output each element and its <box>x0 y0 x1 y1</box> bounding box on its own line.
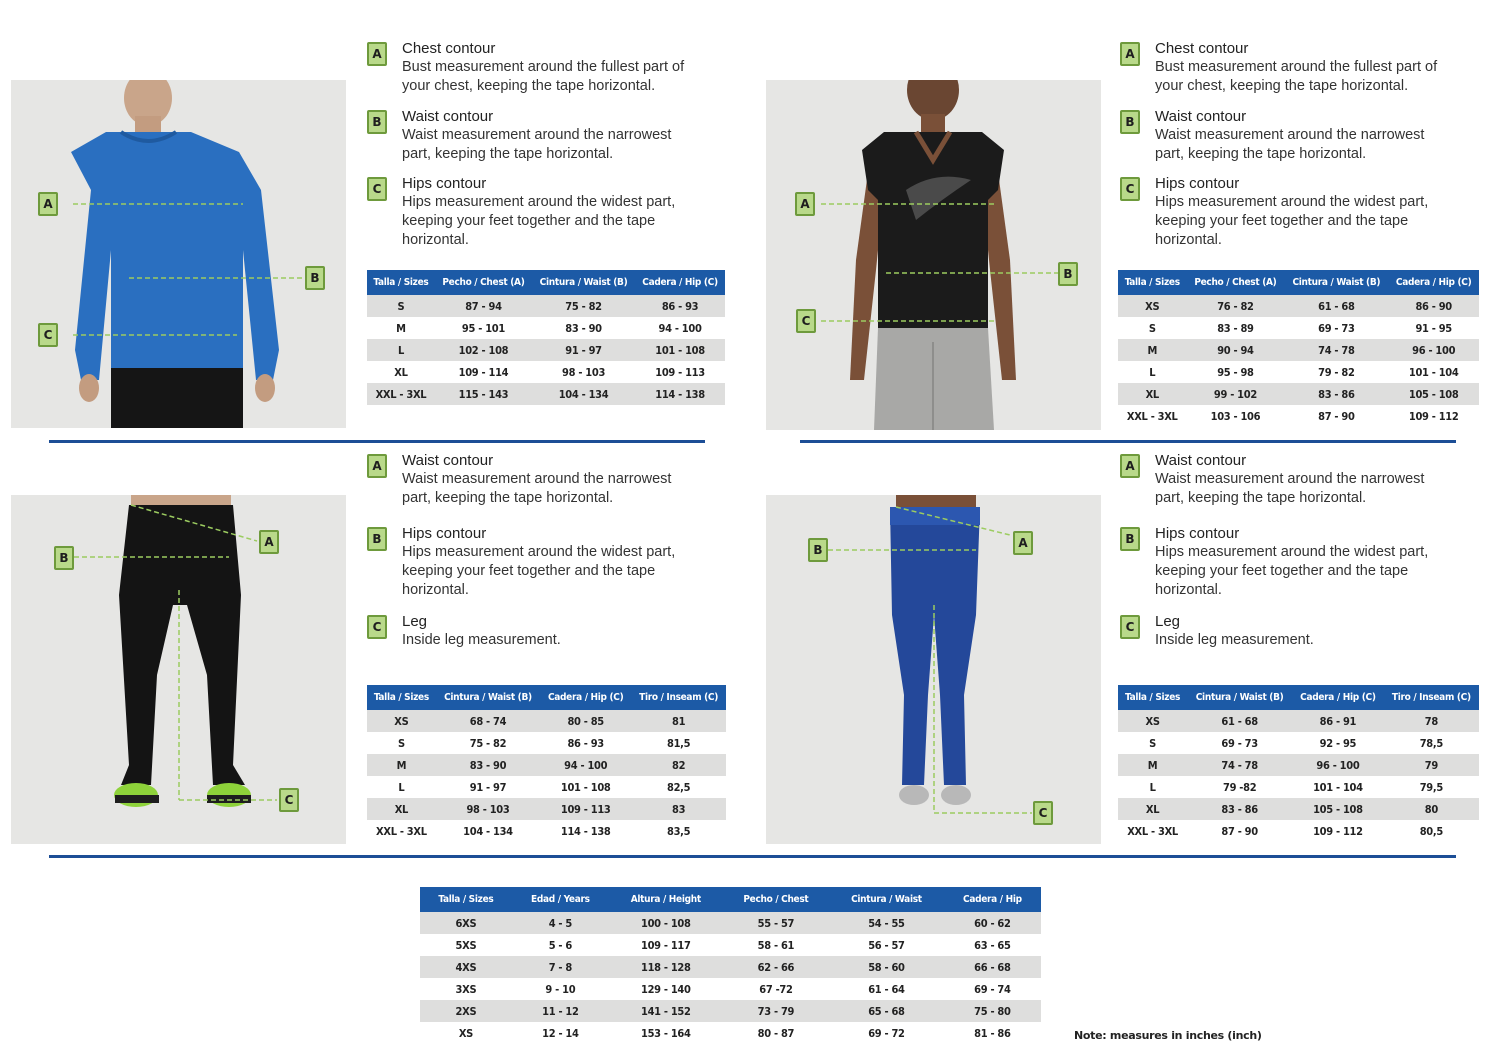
table-cell: 5 - 6 <box>548 938 572 952</box>
table-cell: 90 - 94 <box>1186 339 1284 361</box>
table-cell: M <box>1118 339 1186 361</box>
marker-c: C <box>367 615 387 639</box>
guide-title: Waist contour <box>402 452 494 469</box>
table-cell: 96 - 100 <box>1388 339 1479 361</box>
table-cell: 69 - 74 <box>974 982 1011 996</box>
table-row <box>367 732 726 754</box>
guide-text: Waist measurement around the narrowest part, keeping the tape horizontal. <box>402 127 672 162</box>
marker-b: B <box>808 538 828 562</box>
table-cell: 79 <box>1384 754 1479 776</box>
table-cell: 81,5 <box>666 736 691 750</box>
table-cell: L <box>1149 780 1156 794</box>
table-row <box>367 820 726 842</box>
table-cell: 55 - 57 <box>723 912 829 934</box>
table-cell: 62 - 66 <box>723 956 829 978</box>
table-cell: 80 - 87 <box>757 1026 795 1040</box>
woman-top-figure <box>766 80 1101 430</box>
table-cell: XS <box>1118 710 1187 732</box>
column-header: Tiro / Inseam (C) <box>631 685 726 710</box>
column-header: Cadera / Hip (C) <box>1292 685 1384 710</box>
table-cell: 4XS <box>420 956 512 978</box>
marker-c: C <box>796 309 816 333</box>
table-cell: 81 <box>631 710 726 732</box>
man-top-photo <box>11 80 346 428</box>
table-row <box>1118 339 1479 361</box>
guide-title: Waist contour <box>402 108 494 125</box>
marker-c: C <box>1120 615 1140 639</box>
column-header: Talla / Sizes <box>420 887 512 912</box>
table-cell: 2XS <box>420 1000 512 1022</box>
table-cell: 104 - 134 <box>463 824 513 838</box>
table-cell: 80 <box>1384 798 1479 820</box>
table-cell: 81 - 86 <box>974 1026 1011 1040</box>
marker-a: A <box>367 42 387 66</box>
column-header: Talla / Sizes <box>367 270 435 295</box>
table-cell: XXL - 3XL <box>1127 824 1178 838</box>
table-cell: 87 - 90 <box>1221 824 1258 838</box>
table-cell: 5XS <box>455 938 477 952</box>
table-cell: 95 - 101 <box>461 321 505 335</box>
table-header-row <box>367 270 725 295</box>
marker-b: B <box>1120 527 1140 551</box>
table-header-row <box>1118 270 1479 295</box>
women-bottom-measure-guide <box>1120 452 1450 650</box>
column-header: Talla / Sizes <box>367 685 436 710</box>
guide-title: Chest contour <box>1155 40 1249 57</box>
table-cell: 75 - 80 <box>944 1000 1041 1022</box>
column-header: Cadera / Hip <box>944 887 1041 912</box>
column-header: Pecho / Chest (A) <box>1186 270 1284 295</box>
table-cell: 86 - 93 <box>567 736 604 750</box>
women-bottom-size-table <box>1118 685 1479 842</box>
column-header: Cintura / Waist (B) <box>532 270 635 295</box>
table-row <box>367 317 725 339</box>
table-cell: 94 - 100 <box>658 321 702 335</box>
table-cell: 74 - 78 <box>1187 754 1292 776</box>
table-cell: 7 - 8 <box>512 956 609 978</box>
women-top-size-table <box>1118 270 1479 427</box>
column-header: Cintura / Waist <box>829 887 944 912</box>
table-row <box>420 978 1041 1000</box>
guide-title: Hips contour <box>1155 175 1240 192</box>
table-cell: 79 -82 <box>1222 780 1257 794</box>
marker-b: B <box>305 266 325 290</box>
guide-item-b <box>367 525 697 613</box>
table-cell: 56 - 57 <box>868 938 905 952</box>
guide-title: Hips contour <box>1155 525 1240 542</box>
table-cell: 69 - 73 <box>1221 736 1258 750</box>
table-cell: 60 - 62 <box>944 912 1041 934</box>
table-cell: 78,5 <box>1419 736 1443 750</box>
men-bottom-measure-guide <box>367 452 697 650</box>
table-row <box>420 934 1041 956</box>
table-cell: S <box>367 295 435 317</box>
column-header: Talla / Sizes <box>1118 270 1186 295</box>
table-cell: 87 - 90 <box>1318 409 1355 423</box>
marker-a: A <box>1120 42 1140 66</box>
marker-a: A <box>259 530 279 554</box>
table-cell: 83 - 90 <box>565 321 602 335</box>
table-cell: XL <box>394 365 408 379</box>
table-cell: 100 - 108 <box>609 912 723 934</box>
guide-title: Waist contour <box>1155 452 1247 469</box>
table-cell: 75 - 82 <box>469 736 507 750</box>
marker-b: B <box>1120 110 1140 134</box>
table-cell: 74 - 78 <box>1284 339 1388 361</box>
guide-item-c <box>367 613 697 650</box>
guide-item-b <box>1120 108 1450 175</box>
table-cell: XL <box>367 798 436 820</box>
column-header: Cintura / Waist (B) <box>1187 685 1292 710</box>
table-cell: 11 - 12 <box>512 1000 609 1022</box>
table-cell: 65 - 68 <box>829 1000 944 1022</box>
table-cell: S <box>1148 321 1156 335</box>
kids-size-table <box>420 887 1041 1044</box>
table-cell: 61 - 64 <box>868 982 905 996</box>
guide-title: Chest contour <box>402 40 496 57</box>
guide-title: Hips contour <box>402 175 487 192</box>
table-row <box>367 798 726 820</box>
guide-text: Hips measurement around the widest part, keeping your feet together and the tape horizontal. <box>1155 544 1429 598</box>
table-cell: 83 <box>631 798 726 820</box>
guide-text: Hips measurement around the widest part, keeping your feet together and the tape horizontal. <box>402 194 676 248</box>
table-cell: 101 - 104 <box>1408 365 1459 379</box>
table-cell: 99 - 102 <box>1186 383 1284 405</box>
column-header: Talla / Sizes <box>1118 685 1187 710</box>
table-cell: 91 - 97 <box>532 339 635 361</box>
column-header: Edad / Years <box>512 887 609 912</box>
table-cell: XS <box>458 1026 473 1040</box>
table-cell: 80,5 <box>1419 824 1443 838</box>
table-cell: 78 <box>1384 710 1479 732</box>
table-row <box>420 1022 1041 1044</box>
woman-leggings-photo <box>766 495 1101 844</box>
table-cell: 141 - 152 <box>609 1000 723 1022</box>
table-cell: 94 - 100 <box>540 754 631 776</box>
table-cell: 91 - 95 <box>1415 321 1452 335</box>
column-header: Pecho / Chest <box>723 887 829 912</box>
column-header: Altura / Height <box>609 887 723 912</box>
table-cell: 66 - 68 <box>944 956 1041 978</box>
table-cell: 102 - 108 <box>435 339 532 361</box>
table-cell: 68 - 74 <box>436 710 540 732</box>
guide-title: Hips contour <box>402 525 487 542</box>
section-divider <box>49 440 705 443</box>
table-cell: 73 - 79 <box>723 1000 829 1022</box>
table-cell: XS <box>1118 295 1186 317</box>
table-cell: 91 - 97 <box>469 780 507 794</box>
table-cell: M <box>367 754 436 776</box>
table-row <box>1118 710 1479 732</box>
table-cell: M <box>1118 754 1187 776</box>
table-cell: 103 - 106 <box>1210 409 1261 423</box>
table-cell: 79 - 82 <box>1318 365 1355 379</box>
table-cell: M <box>396 321 406 335</box>
table-cell: XXL - 3XL <box>367 383 435 405</box>
guide-text: Hips measurement around the widest part, keeping your feet together and the tape horizontal. <box>1155 194 1429 248</box>
table-cell: 67 -72 <box>759 982 793 996</box>
table-cell: L <box>1149 365 1156 379</box>
table-row <box>1118 732 1479 754</box>
table-row <box>1118 820 1479 842</box>
guide-text: Hips measurement around the widest part, keeping your feet together and the tape horizontal. <box>402 544 676 598</box>
men-top-measure-guide <box>367 40 697 250</box>
table-row <box>367 754 726 776</box>
marker-c: C <box>38 323 58 347</box>
table-row <box>1118 405 1479 427</box>
table-cell: 109 - 114 <box>458 365 509 379</box>
marker-a: A <box>795 192 815 216</box>
table-cell: 61 - 68 <box>1187 710 1292 732</box>
table-cell: 114 - 138 <box>560 824 611 838</box>
marker-a: A <box>1013 531 1033 555</box>
table-cell: 96 - 100 <box>1292 754 1384 776</box>
guide-text: Inside leg measurement. <box>1155 632 1314 648</box>
table-cell: 9 - 10 <box>545 982 576 996</box>
table-cell: 58 - 60 <box>829 956 944 978</box>
guide-text: Bust measurement around the fullest part of your chest, keeping the tape horizontal. <box>1155 59 1438 94</box>
table-cell: 69 - 73 <box>1318 321 1355 335</box>
table-cell: 101 - 108 <box>635 339 725 361</box>
column-header: Tiro / Inseam (C) <box>1384 685 1479 710</box>
guide-text: Waist measurement around the narrowest part, keeping the tape horizontal. <box>1155 471 1425 506</box>
women-top-measure-guide <box>1120 40 1450 250</box>
table-cell: 109 - 112 <box>1408 409 1459 423</box>
marker-c: C <box>279 788 299 812</box>
table-row <box>1118 798 1479 820</box>
marker-c: C <box>1033 801 1053 825</box>
table-cell: 109 - 113 <box>655 365 705 379</box>
guide-item-c <box>367 175 697 250</box>
marker-a: A <box>367 454 387 478</box>
table-cell: XL <box>1118 383 1186 405</box>
table-row <box>420 912 1041 934</box>
table-cell: 109 - 113 <box>540 798 631 820</box>
table-cell: 83 - 90 <box>436 754 540 776</box>
table-cell: 58 - 61 <box>757 938 795 952</box>
table-cell: 86 - 90 <box>1388 295 1479 317</box>
section-divider <box>49 855 1456 858</box>
table-row <box>1118 317 1479 339</box>
table-cell: XXL - 3XL <box>376 824 427 838</box>
table-cell: 118 - 128 <box>609 956 723 978</box>
units-note: Note: measures in inches (inch) <box>1074 1029 1262 1042</box>
guide-text: Waist measurement around the narrowest part, keeping the tape horizontal. <box>402 471 672 506</box>
woman-top-photo <box>766 80 1101 430</box>
table-row <box>1118 361 1479 383</box>
marker-b: B <box>367 527 387 551</box>
table-cell: 101 - 108 <box>560 780 611 794</box>
table-cell: 83 - 89 <box>1217 321 1254 335</box>
man-top-figure <box>11 80 346 428</box>
table-cell: 76 - 82 <box>1186 295 1284 317</box>
table-cell: 104 - 134 <box>532 383 635 405</box>
table-cell: 109 - 117 <box>640 938 691 952</box>
column-header: Cintura / Waist (B) <box>1284 270 1388 295</box>
table-row <box>420 956 1041 978</box>
guide-text: Waist measurement around the narrowest part, keeping the tape horizontal. <box>1155 127 1425 162</box>
guide-item-c <box>1120 175 1450 250</box>
section-divider <box>800 440 1456 443</box>
column-header: Cadera / Hip (C) <box>1388 270 1479 295</box>
guide-text: Inside leg measurement. <box>402 632 561 648</box>
table-row <box>1118 776 1479 798</box>
table-cell: S <box>397 736 405 750</box>
guide-title: Leg <box>402 613 428 630</box>
table-row <box>420 1000 1041 1022</box>
marker-a: A <box>38 192 58 216</box>
table-cell: 54 - 55 <box>829 912 944 934</box>
table-cell: 4 - 5 <box>512 912 609 934</box>
table-cell: XL <box>1118 798 1187 820</box>
table-cell: 79,5 <box>1419 780 1443 794</box>
table-row <box>367 295 725 317</box>
table-cell: 98 - 103 <box>436 798 540 820</box>
marker-b: B <box>367 110 387 134</box>
table-header-row <box>420 887 1041 912</box>
guide-item-a <box>367 452 697 525</box>
table-cell: 129 - 140 <box>640 982 691 996</box>
table-cell: 98 - 103 <box>562 365 606 379</box>
column-header: Cintura / Waist (B) <box>436 685 540 710</box>
men-bottom-size-table <box>367 685 726 842</box>
table-cell: 63 - 65 <box>974 938 1011 952</box>
guide-item-b <box>367 108 697 175</box>
table-row <box>367 361 725 383</box>
man-leggings-photo <box>11 495 346 844</box>
marker-a: A <box>1120 454 1140 478</box>
guide-title: Waist contour <box>1155 108 1247 125</box>
table-cell: 115 - 143 <box>435 383 532 405</box>
table-cell: 82 <box>631 754 726 776</box>
guide-title: Leg <box>1155 613 1181 630</box>
table-cell: 75 - 82 <box>532 295 635 317</box>
table-cell: XS <box>367 710 436 732</box>
table-row <box>367 339 725 361</box>
table-cell: 83 - 86 <box>1187 798 1292 820</box>
table-cell: S <box>1149 736 1156 750</box>
table-cell: 109 - 112 <box>1313 824 1363 838</box>
table-cell: 86 - 91 <box>1292 710 1384 732</box>
table-cell: 86 - 93 <box>635 295 725 317</box>
table-cell: L <box>398 780 405 794</box>
table-header-row <box>367 685 726 710</box>
table-cell: 83,5 <box>666 824 691 838</box>
table-row <box>1118 754 1479 776</box>
table-row <box>367 776 726 798</box>
marker-c: C <box>367 177 387 201</box>
column-header: Cadera / Hip (C) <box>540 685 631 710</box>
marker-b: B <box>1058 262 1078 286</box>
table-row <box>367 383 725 405</box>
table-row <box>1118 383 1479 405</box>
guide-item-c <box>1120 613 1450 650</box>
table-cell: 3XS <box>455 982 477 996</box>
table-cell: 153 - 164 <box>640 1026 691 1040</box>
table-cell: 69 - 72 <box>868 1026 905 1040</box>
table-cell: XXL - 3XL <box>1126 409 1178 423</box>
table-cell: 114 - 138 <box>635 383 725 405</box>
guide-item-b <box>1120 525 1450 613</box>
table-row <box>367 710 726 732</box>
table-cell: 83 - 86 <box>1284 383 1388 405</box>
guide-text: Bust measurement around the fullest part of your chest, keeping the tape horizontal. <box>402 59 685 94</box>
marker-c: C <box>1120 177 1140 201</box>
guide-item-a <box>367 40 697 108</box>
guide-item-a <box>1120 452 1450 525</box>
guide-item-a <box>1120 40 1450 108</box>
table-cell: 101 - 104 <box>1313 780 1363 794</box>
table-header-row <box>1118 685 1479 710</box>
table-cell: L <box>367 339 435 361</box>
table-cell: 105 - 108 <box>1292 798 1384 820</box>
column-header: Cadera / Hip (C) <box>635 270 725 295</box>
table-cell: 82,5 <box>666 780 691 794</box>
table-cell: 6XS <box>420 912 512 934</box>
table-row <box>1118 295 1479 317</box>
table-cell: 61 - 68 <box>1284 295 1388 317</box>
column-header: Pecho / Chest (A) <box>435 270 532 295</box>
marker-b: B <box>54 546 74 570</box>
table-cell: 80 - 85 <box>540 710 631 732</box>
table-cell: 95 - 98 <box>1217 365 1254 379</box>
table-cell: 87 - 94 <box>435 295 532 317</box>
table-cell: 12 - 14 <box>542 1026 579 1040</box>
table-cell: 105 - 108 <box>1388 383 1479 405</box>
table-cell: 92 - 95 <box>1319 736 1357 750</box>
men-top-size-table <box>367 270 725 405</box>
